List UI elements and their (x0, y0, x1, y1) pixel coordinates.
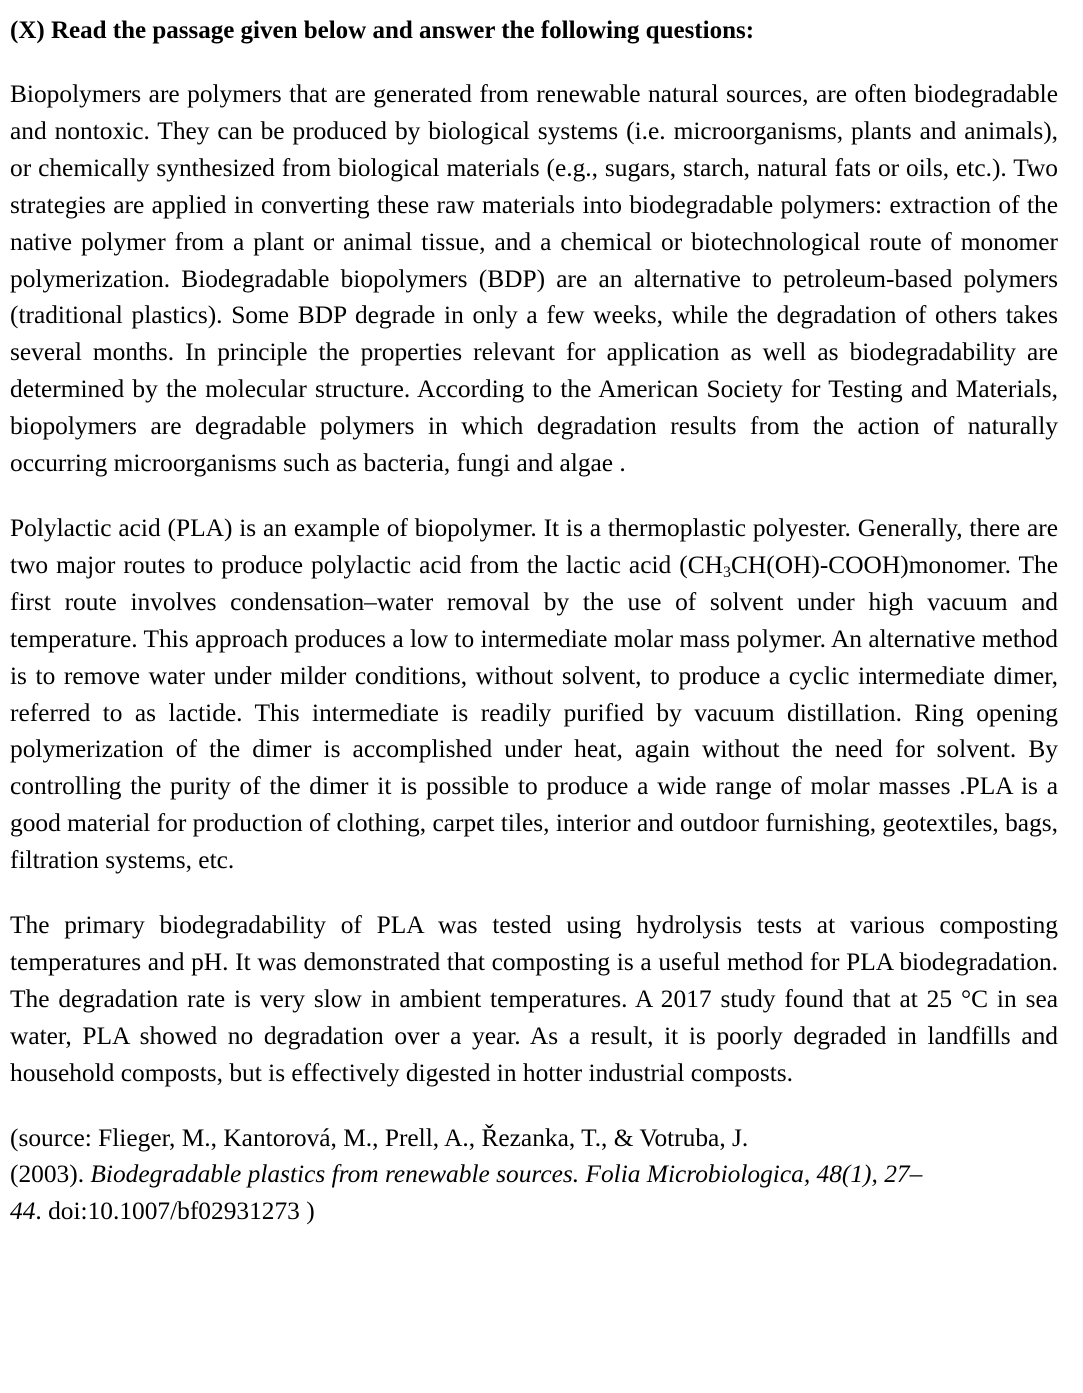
formula-subscript: 3 (722, 563, 731, 581)
question-heading: (X) Read the passage given below and answer the following questions: (10, 17, 755, 44)
citation-title: Biodegradable plastics from renewable sources. Folia Microbiologica, 48(1), 27– (90, 1160, 923, 1189)
citation-year: (2003). (10, 1160, 91, 1189)
citation-doi: . doi:10.1007/bf02931273 ) (35, 1197, 315, 1226)
paragraph-pla-text-end: CH(OH)-COOH)monomer. The first route involves condensation–water removal by the use of solvent under high vacuum and temperature. This approach produces a low to intermediate molar mass polymer. An alternative method is to remove water under milder conditions, without solvent, to produce a cyclic intermediate dimer, referred to as lactide. This intermediate is readily purified by vacuum distillation. Ring opening polymerization of the dimer is accomplished under heat, again without the need for solvent. By controlling the purity of the dimer it is possible to produce a wide range of molar masses .PLA is a good material for production of clothing, carpet tiles, interior and outdoor furnishing, geotextiles, bags, filtration systems, etc. (10, 550, 1058, 875)
paragraph-biopolymers: Biopolymers are polymers that are generated from renewable natural sources, are often biodegradable and nontoxic. They can be produced by biological systems (i.e. microorganisms, plants and animals), or chemically synthesized from biological materials (e.g., sugars, starch, natural fats or oils, etc.). Two strategies are applied in converting these raw materials into biodegradable polymers: extraction of the native polymer from a plant or animal tissue, and a chemical or biotechnological route of monomer polymerization. Biodegradable biopolymers (BDP) are an alternative to petroleum-based polymers (traditional plastics). Some BDP degrade in only a few weeks, while the degradation of others takes several months. In principle the properties relevant for application as well as biodegradability are determined by the molecular structure. According to the American Society for Testing and Materials, biopolymers are degradable polymers in which degradation results from the action of naturally occurring microorganisms such as bacteria, fungi and algae . (10, 80, 1058, 478)
paragraph-polylactic-acid (10, 510, 1058, 879)
citation-authors: (source: Flieger, M., Kantorová, M., Prell, A., Řezanka, T., & Votruba, J. (10, 1123, 749, 1152)
citation-pages: 44 (10, 1197, 36, 1226)
source-citation (10, 1120, 1020, 1231)
paragraph-pla-text-start: Polylactic acid (PLA) is an example of biopolymer. It is a thermoplastic polyester. Generally, there are two major routes to produce polylactic acid from the lactic acid (CH (10, 513, 1058, 579)
paragraph-biodegradability: The primary biodegradability of PLA was tested using hydrolysis tests at various composting temperatures and pH. It was demonstrated that composting is a useful method for PLA biodegradation. The degradation rate is very slow in ambient temperatures. A 2017 study found that at 25 °C in sea water, PLA showed no degradation over a year. As a result, it is poorly degraded in landfills and household composts, but is effectively digested in hotter industrial composts. (10, 911, 1058, 1087)
